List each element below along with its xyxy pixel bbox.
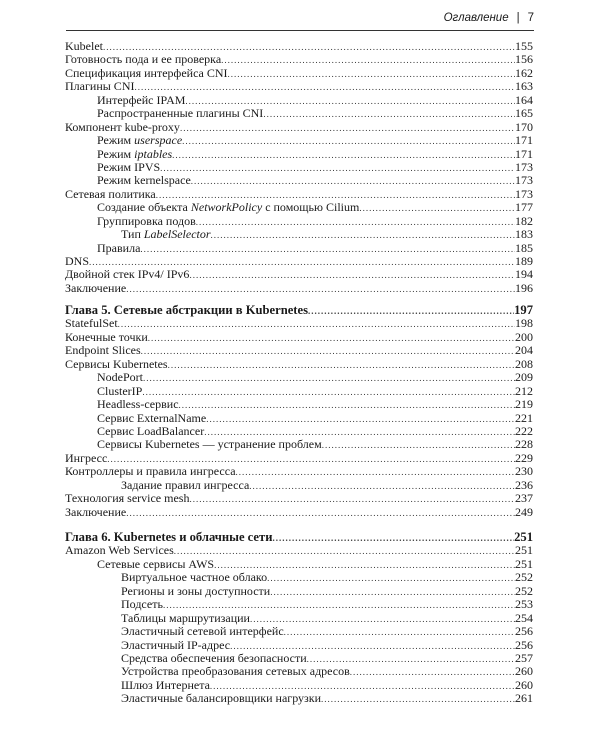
entry-page: 209	[515, 371, 533, 385]
toc-entry[interactable]	[65, 121, 533, 134]
entry-title	[121, 612, 250, 625]
entry-page: 194	[515, 268, 533, 282]
dot-leader	[228, 68, 515, 80]
entry-page: 229	[515, 451, 533, 465]
dot-leader	[118, 318, 515, 330]
toc-entry[interactable]	[65, 161, 533, 174]
dot-leader	[126, 507, 515, 519]
entry-title-text: Режим kernelspace	[97, 174, 191, 188]
entry-title	[97, 385, 142, 398]
entry-page: 156	[515, 53, 533, 67]
entry-page: 230	[515, 465, 533, 479]
toc-entry[interactable]	[65, 571, 533, 584]
dot-leader	[230, 640, 515, 652]
entry-title	[97, 161, 160, 174]
toc-entry[interactable]	[65, 371, 533, 384]
entry-title	[121, 479, 249, 492]
entry-title-text: Создание объекта	[97, 201, 191, 215]
entry-title	[121, 652, 307, 665]
entry-title	[65, 544, 174, 557]
page-number: 7	[527, 12, 534, 24]
toc-entry[interactable]	[65, 492, 533, 505]
entry-title	[97, 174, 191, 187]
dot-leader	[179, 399, 515, 411]
dot-leader	[89, 256, 515, 268]
toc-entry[interactable]	[65, 612, 533, 625]
entry-title	[121, 679, 210, 692]
entry-title	[97, 107, 263, 120]
toc-entry[interactable]	[65, 201, 533, 214]
entry-title	[65, 452, 107, 465]
entry-page: 253	[515, 598, 533, 612]
entry-title-text: Двойной стек IPv4/ IPv6	[65, 268, 190, 282]
toc-entry[interactable]	[65, 506, 533, 519]
entry-page: 261	[515, 692, 533, 706]
entry-title-text: Режим	[97, 147, 135, 161]
entry-title	[97, 371, 143, 384]
entry-page: 251	[515, 557, 533, 571]
toc-entry[interactable]	[65, 215, 533, 228]
entry-title-text: Устройства преобразования сетевых адресов	[121, 665, 350, 679]
entry-title-text: Контроллеры и правила ингресса	[65, 465, 236, 479]
entry-title-text: Заключение	[65, 281, 127, 295]
dot-leader	[214, 559, 515, 571]
entry-title	[65, 465, 236, 478]
entry-page: 252	[515, 584, 533, 598]
dot-leader	[272, 532, 514, 544]
entry-page: 260	[515, 678, 533, 692]
toc-section-chapter4-continued	[65, 40, 533, 295]
entry-title-text: Заключение	[65, 505, 127, 519]
dot-leader	[267, 572, 515, 584]
toc-entry[interactable]	[65, 331, 533, 344]
toc-entry[interactable]	[65, 174, 533, 187]
dot-leader	[308, 305, 514, 317]
entry-page: 173	[515, 160, 533, 174]
entry-page: 219	[515, 398, 533, 412]
dot-leader	[174, 545, 515, 557]
dot-leader	[143, 372, 515, 384]
entry-title-italic: iptables	[134, 147, 173, 161]
dot-leader	[350, 666, 515, 678]
entry-title	[121, 665, 350, 678]
entry-page: 236	[515, 478, 533, 492]
toc-entry[interactable]	[65, 558, 533, 571]
entry-title-text: StatefulSet	[65, 317, 118, 331]
entry-page: 162	[515, 66, 533, 80]
toc-entry[interactable]	[65, 398, 533, 411]
dot-leader	[185, 95, 515, 107]
entry-title-text: Правила	[97, 241, 141, 255]
entry-title-text: Сервис LoadBalancer	[97, 424, 205, 438]
toc-entry[interactable]	[65, 148, 533, 161]
toc-entry[interactable]	[65, 134, 533, 147]
chapter-heading[interactable]	[65, 531, 533, 544]
entry-page: 165	[515, 107, 533, 121]
dot-leader	[236, 466, 515, 478]
toc-entry[interactable]	[65, 188, 533, 201]
dot-leader	[263, 108, 515, 120]
dot-leader	[189, 493, 515, 505]
dot-leader	[189, 269, 515, 281]
dot-leader	[191, 175, 515, 187]
entry-title-text: Подсеть	[121, 598, 163, 612]
dot-leader	[107, 453, 515, 465]
toc-entry[interactable]	[65, 452, 533, 465]
toc-section-chapter6	[65, 531, 533, 706]
entry-title-text: Плагины CNI	[65, 80, 135, 94]
entry-page: 163	[515, 80, 533, 94]
entry-title-text: Режим IPVS	[97, 160, 161, 174]
entry-title	[97, 242, 140, 255]
entry-title-text: Распространенные плагины CNI	[97, 107, 264, 121]
entry-title	[97, 215, 196, 228]
toc-entry[interactable]	[65, 425, 533, 438]
entry-title-text: Endpoint Slices	[65, 344, 141, 358]
entry-page: 173	[515, 187, 533, 201]
entry-page: 155	[515, 40, 533, 53]
entry-title-text: Регионы и зоны доступности	[121, 584, 271, 598]
entry-title	[97, 412, 206, 425]
dot-leader	[141, 345, 515, 357]
entry-page: 208	[515, 357, 533, 371]
dot-leader	[210, 680, 515, 692]
toc-entry[interactable]	[65, 242, 533, 255]
entry-title-text: Тип	[121, 228, 144, 242]
toc-entry[interactable]	[65, 598, 533, 611]
entry-title	[121, 692, 321, 705]
dot-leader	[134, 81, 515, 93]
toc-entry[interactable]	[65, 94, 533, 107]
entry-title-text: Сетевые сервисы AWS	[97, 557, 215, 571]
header-separator: |	[516, 12, 520, 24]
dot-leader	[284, 626, 515, 638]
entry-title-text: Headless-сервис	[97, 398, 179, 412]
dot-leader	[270, 586, 515, 598]
entry-title-italic: LabelSelector	[143, 228, 211, 242]
entry-page: 185	[515, 241, 533, 255]
entry-title-text: Kubelet	[65, 40, 103, 53]
entry-title	[65, 492, 189, 505]
entry-title	[65, 80, 134, 93]
toc-entry[interactable]	[65, 67, 533, 80]
entry-title	[121, 598, 163, 611]
entry-page: 171	[515, 147, 533, 161]
entry-title	[97, 558, 214, 571]
entry-page: 257	[515, 651, 533, 665]
toc-entry[interactable]	[65, 652, 533, 665]
toc-entry[interactable]	[65, 107, 533, 120]
dot-leader	[307, 653, 515, 665]
toc-entry[interactable]	[65, 80, 533, 93]
dot-leader	[156, 189, 515, 201]
entry-title-text: Эластичный IP-адрес	[121, 638, 231, 652]
entry-title-italic: NetworkPolicy	[190, 201, 263, 215]
entry-page: 222	[515, 424, 533, 438]
entry-title	[65, 255, 89, 268]
toc-entry[interactable]	[65, 344, 533, 357]
entry-title-text: Группировка подов	[97, 214, 196, 228]
entry-page: 177	[515, 201, 533, 215]
toc-entry[interactable]	[65, 438, 533, 451]
entry-title-text: Компонент kube-proxy	[65, 120, 180, 134]
entry-page: 182	[515, 214, 533, 228]
entry-title	[65, 506, 126, 519]
entry-title	[65, 268, 189, 281]
entry-title	[65, 40, 103, 53]
entry-page: 171	[515, 134, 533, 148]
entry-title-text: Таблицы маршрутизации	[121, 611, 250, 625]
entry-page: 256	[515, 638, 533, 652]
toc-entry[interactable]	[65, 585, 533, 598]
toc-section-chapter5	[65, 304, 533, 519]
dot-leader	[172, 149, 515, 161]
entry-title-text: Конечные точки	[65, 330, 148, 344]
entry-page: 228	[515, 438, 533, 452]
entry-page: 256	[515, 625, 533, 639]
chapter-heading[interactable]	[65, 304, 533, 317]
entry-page: 212	[515, 384, 533, 398]
entry-page: 249	[515, 505, 533, 519]
entry-page: 196	[515, 281, 533, 295]
entry-title	[65, 121, 180, 134]
entry-title	[121, 571, 267, 584]
entry-title	[121, 639, 230, 652]
chapter-page: 251	[514, 531, 533, 544]
entry-page: 251	[515, 544, 533, 558]
entry-title	[65, 331, 148, 344]
toc-entry[interactable]	[65, 358, 533, 371]
entry-page: 189	[515, 255, 533, 268]
entry-title	[65, 67, 228, 80]
entry-title	[65, 282, 126, 295]
entry-title-text: Шлюз Интернета	[121, 678, 210, 692]
dot-leader	[221, 54, 515, 66]
dot-leader	[148, 332, 515, 344]
entry-page: 183	[515, 228, 533, 242]
toc-entry[interactable]	[65, 412, 533, 425]
dot-leader	[250, 613, 515, 625]
dot-leader	[160, 162, 515, 174]
entry-title	[121, 625, 284, 638]
entry-title	[97, 425, 204, 438]
dot-leader	[103, 41, 515, 53]
toc-entry[interactable]	[65, 255, 533, 268]
entry-title-text: Эластичные балансировщики нагрузки	[121, 692, 322, 706]
dot-leader	[142, 386, 515, 398]
entry-page: 237	[515, 492, 533, 506]
dot-leader	[163, 599, 515, 611]
entry-page: 200	[515, 330, 533, 344]
entry-page: 260	[515, 665, 533, 679]
entry-title-text: Технология service mesh	[65, 492, 190, 506]
entry-title	[121, 585, 270, 598]
toc-entry[interactable]	[65, 479, 533, 492]
entry-title	[97, 94, 185, 107]
entry-title	[121, 228, 211, 241]
header-title: Оглавление	[443, 12, 509, 24]
entry-title	[97, 148, 172, 161]
entry-page: 252	[515, 571, 533, 585]
entry-title-text: Средства обеспечения безопасности	[121, 651, 307, 665]
entry-page: 221	[515, 411, 533, 425]
entry-page: 173	[515, 174, 533, 188]
toc-entry[interactable]	[65, 692, 533, 705]
entry-page: 204	[515, 344, 533, 358]
dot-leader	[180, 122, 515, 134]
entry-title-text: Сервис ExternalName	[97, 411, 207, 425]
entry-title	[97, 398, 179, 411]
entry-title-text: Сервисы Kubernetes — устранение проблем	[97, 438, 322, 452]
entry-title-text: Готовность пода и ее проверка	[65, 53, 222, 67]
entry-title	[65, 317, 118, 330]
dot-leader	[321, 693, 515, 705]
entry-title	[65, 344, 141, 357]
entry-title	[97, 438, 322, 451]
entry-title	[97, 134, 182, 147]
entry-title-text: Интерфейс IPAM	[97, 93, 186, 107]
chapter-page: 197	[514, 304, 533, 317]
entry-title	[65, 53, 221, 66]
toc-entry[interactable]	[65, 665, 533, 678]
dot-leader	[140, 243, 515, 255]
entry-title-text: Режим	[97, 134, 135, 148]
entry-page: 170	[515, 120, 533, 134]
toc-entry[interactable]	[65, 625, 533, 638]
toc-entry[interactable]	[65, 465, 533, 478]
dot-leader	[211, 229, 515, 241]
chapter-title: Глава 5. Сетевые абстракции в Kubernetes	[65, 304, 308, 317]
entry-title-text: DNS	[65, 255, 90, 268]
chapter-title: Глава 6. Kubernetes и облачные сети	[65, 531, 273, 544]
entry-page: 254	[515, 611, 533, 625]
entry-title-text: Сетевая политика	[65, 187, 156, 201]
toc-entry[interactable]	[65, 385, 533, 398]
entry-title-text: Сервисы Kubernetes	[65, 357, 168, 371]
entry-title-text: с помощью Cilium	[262, 201, 360, 215]
entry-title-text: ClusterIP	[97, 384, 143, 398]
toc-entry[interactable]	[65, 268, 533, 281]
dot-leader	[204, 426, 515, 438]
dot-leader	[182, 135, 515, 147]
dot-leader	[196, 216, 515, 228]
entry-title	[97, 201, 359, 214]
entry-title-text: Ингресс	[65, 451, 108, 465]
toc-entry[interactable]	[65, 53, 533, 66]
dot-leader	[206, 413, 515, 425]
toc-entry[interactable]	[65, 40, 533, 53]
dot-leader	[322, 439, 515, 451]
toc-entry[interactable]	[65, 317, 533, 330]
entry-title-text: Эластичный сетевой интерфейс	[121, 625, 284, 639]
entry-title	[65, 188, 156, 201]
toc-entry[interactable]	[65, 639, 533, 652]
toc-entry[interactable]	[65, 544, 533, 557]
entry-title-text: Amazon Web Services	[65, 544, 174, 558]
dot-leader	[168, 359, 515, 371]
entry-page: 198	[515, 317, 533, 331]
toc-entry[interactable]	[65, 228, 533, 241]
entry-page: 164	[515, 93, 533, 107]
dot-leader	[359, 202, 515, 214]
entry-title-text: NodePort	[97, 371, 143, 385]
entry-title-text: Виртуальное частное облако	[121, 571, 268, 585]
dot-leader	[249, 480, 515, 492]
entry-title-italic: userspace	[134, 134, 183, 148]
running-header	[66, 12, 534, 31]
entry-title-text: Спецификация интерфейса CNI	[65, 66, 228, 80]
dot-leader	[126, 283, 515, 295]
entry-title-text: Задание правил ингресса	[121, 478, 250, 492]
toc-entry[interactable]	[65, 679, 533, 692]
entry-title	[65, 358, 168, 371]
toc-entry[interactable]	[65, 282, 533, 295]
